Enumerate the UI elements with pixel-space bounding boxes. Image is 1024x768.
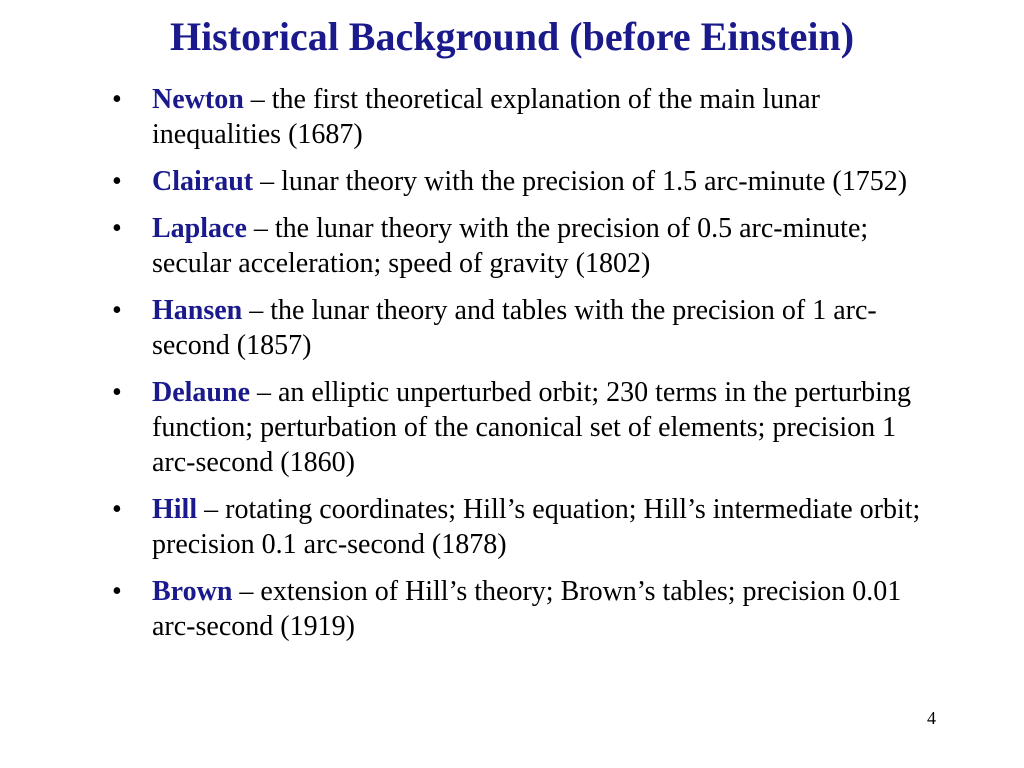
bullet-item-hansen [112,293,932,363]
bullet-dot-icon: • [112,377,122,408]
bullet-text: – the lunar theory and tables with the precision of 1 arc-second (1857) [152,295,877,361]
bullet-dot-icon: • [112,166,122,197]
bullet-item-newton [112,82,932,152]
page-number: 4 [927,708,936,728]
bullet-text: – an elliptic unperturbed orbit; 230 terms in the perturbing function; perturbation of the canonical set of elements; precision 1 arc-second (1860) [152,377,911,478]
bullet-text: – extension of Hill’s theory; Brown’s tables; precision 0.01 arc-second (1919) [152,576,902,642]
bullet-name: Delaune [152,377,250,408]
bullet-dot-icon: • [112,576,122,607]
bullet-item-brown [112,574,932,644]
bullet-name: Hill [152,494,198,525]
bullet-dot-icon: • [112,84,122,115]
bullet-item-hill [112,492,932,562]
bullet-text: – the first theoretical explanation of the main lunar inequalities (1687) [152,84,820,150]
bullet-name: Newton [152,84,244,115]
bullet-name: Brown [152,576,233,607]
bullet-item-laplace [112,211,932,281]
slide-title: Historical Background (before Einstein) [169,14,855,59]
bullet-list [112,82,932,656]
bullet-dot-icon: • [112,295,122,326]
bullet-dot-icon: • [112,494,122,525]
bullet-text: – the lunar theory with the precision of 0.5 arc-minute; secular acceleration; speed of gravity (1802) [152,213,869,279]
bullet-item-delaune [112,375,932,480]
bullet-name: Clairaut [152,166,254,197]
bullet-text: – lunar theory with the precision of 1.5 arc-minute (1752) [253,166,908,197]
bullet-name: Hansen [152,295,243,326]
bullet-text: – rotating coordinates; Hill’s equation; Hill’s intermediate orbit; precision 0.1 arc-second (1878) [152,494,921,560]
bullet-name: Laplace [152,213,247,244]
bullet-item-clairaut [112,164,932,199]
bullet-dot-icon: • [112,213,122,244]
